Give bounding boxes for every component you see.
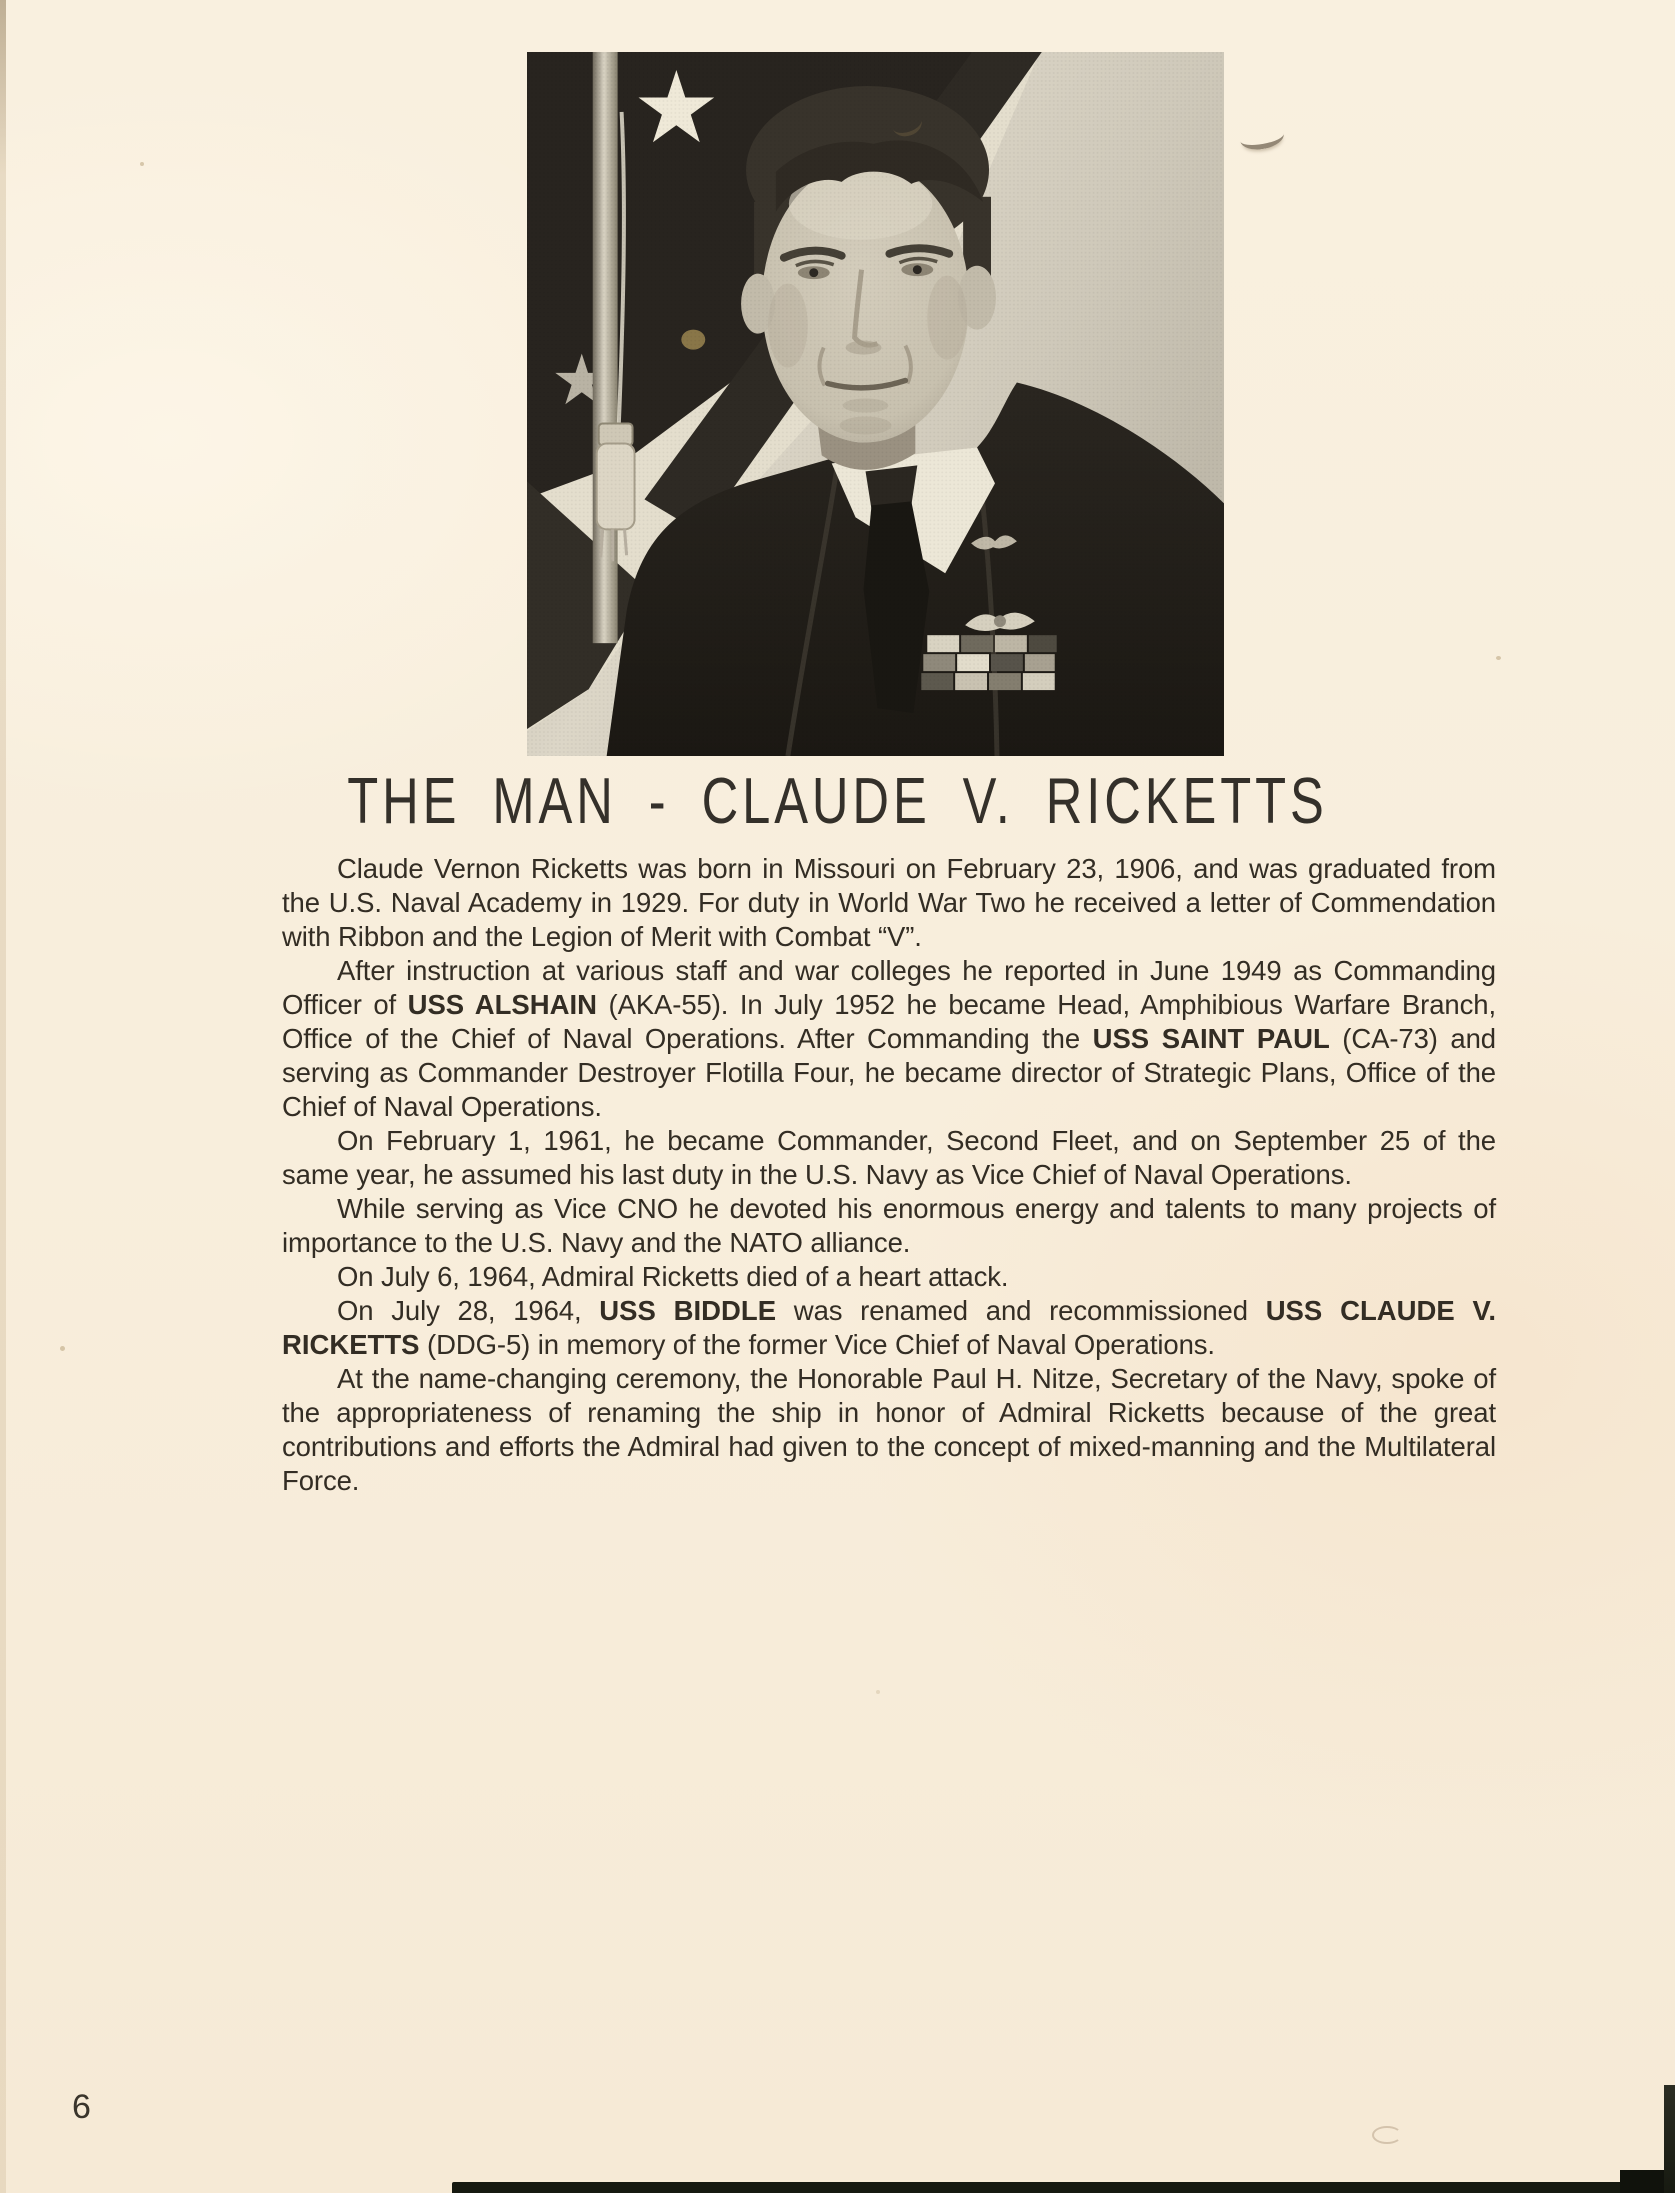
- ink-smudge: [1372, 2126, 1402, 2144]
- text-run: (DDG-5) in memory of the former Vice Chief of Naval Operations.: [419, 1329, 1215, 1360]
- text-run: Claude Vernon Ricketts was born in Missouri on February 23, 1906, and was graduated from the U.S. Naval Academy in 1929. For duty in World War Two he received a letter of Commendation with Ribbon and the Legion of Merit with Combat “V”.: [282, 853, 1496, 952]
- page-number: 6: [72, 2088, 91, 2126]
- ship-name: USS SAINT PAUL: [1092, 1023, 1330, 1054]
- text-run: (AKA-55). In July 1952 he became Head, Amphibious Warfare Branch, Office of the Chief of Naval Operations. After Commanding the: [282, 989, 1496, 1054]
- text-run: At the name-changing ceremony, the Honorable Paul H. Nitze, Secretary of the Navy, spoke of the appropriateness of renaming the ship in honor of Admiral Ricketts because of the great contributions and efforts the Admiral had given to the concept of mixed-manning and the Multilateral Force.: [282, 1363, 1496, 1496]
- ship-name: USS CLAUDE V. RICKETTS: [282, 1295, 1496, 1360]
- text-run: On July 28, 1964,: [337, 1295, 600, 1326]
- article-body: [282, 852, 1496, 1498]
- paper-speck: [60, 1346, 65, 1351]
- ship-name: USS BIDDLE: [599, 1295, 777, 1326]
- scan-edge-right: [1664, 2085, 1675, 2193]
- text-run: On February 1, 1961, he became Commander, Second Fleet, and on September 25 of the same year, he assumed his last duty in the U.S. Navy as Vice Chief of Naval Operations.: [282, 1125, 1496, 1190]
- page-title-text: THE MAN - CLAUDE V. RICKETTS: [347, 764, 1328, 837]
- page-title: [0, 766, 1675, 836]
- ship-name: USS ALSHAIN: [407, 989, 597, 1020]
- paragraph: [282, 954, 1496, 1124]
- admiral-portrait-photo: [527, 52, 1224, 756]
- scan-edge-bottom: [452, 2182, 1675, 2193]
- portrait-photo-graphic: [527, 52, 1224, 756]
- text-run: was renamed and recommissioned: [776, 1295, 1266, 1326]
- paragraph: [282, 1260, 1496, 1294]
- paragraph: [282, 1362, 1496, 1498]
- paragraph: [282, 852, 1496, 954]
- page-left-edge-shadow: [0, 0, 6, 2193]
- paragraph: [282, 1124, 1496, 1192]
- paragraph: [282, 1294, 1496, 1362]
- paper-speck: [140, 162, 144, 166]
- ink-smudge: [1238, 122, 1285, 152]
- text-run: (CA-73) and serving as Commander Destroyer Flotilla Four, he became director of Strategic Plans, Office of the Chief of Naval Operations.: [282, 1023, 1496, 1122]
- paragraph: [282, 1192, 1496, 1260]
- text-run: While serving as Vice CNO he devoted his enormous energy and talents to many projects of importance to the U.S. Navy and the NATO alliance.: [282, 1193, 1496, 1258]
- text-run: On July 6, 1964, Admiral Ricketts died of a heart attack.: [337, 1261, 1009, 1292]
- text-run: After instruction at various staff and war colleges he reported in June 1949 as Commanding Officer of: [282, 955, 1496, 1020]
- paper-speck: [1496, 656, 1501, 660]
- paper-speck: [876, 1690, 880, 1694]
